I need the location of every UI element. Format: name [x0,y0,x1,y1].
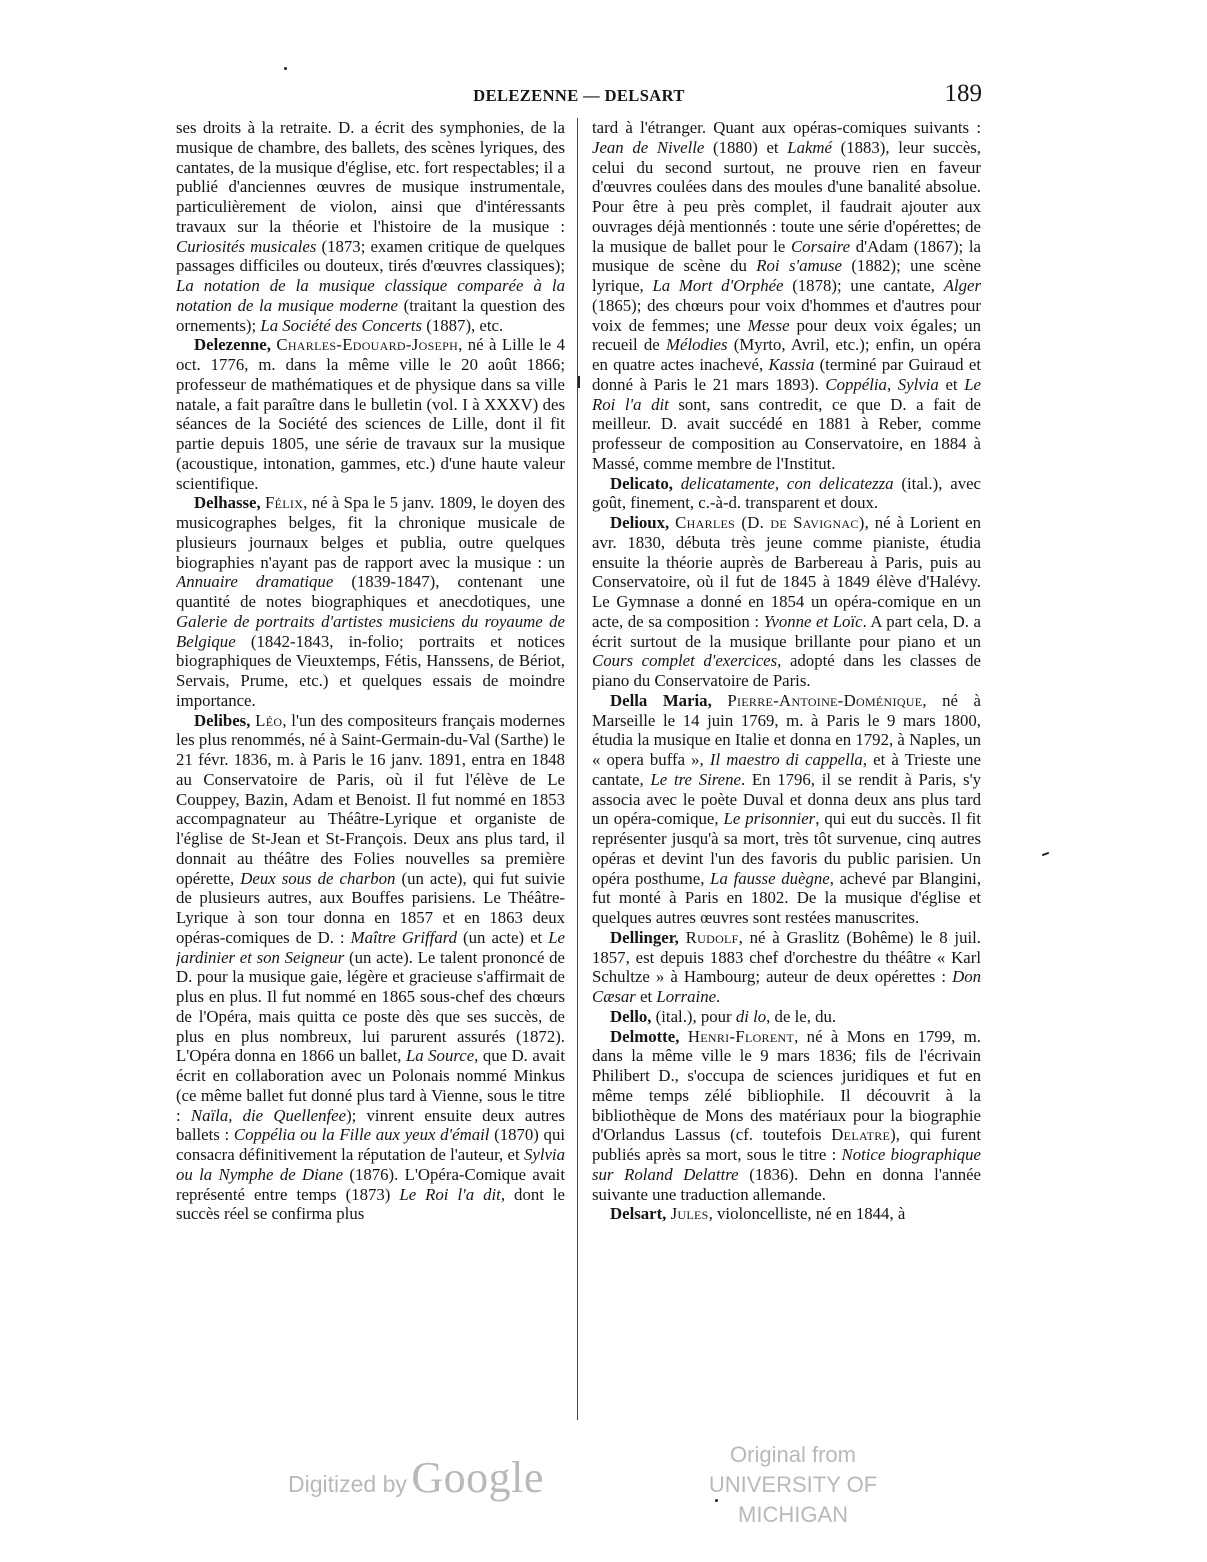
entry-headword: Della Maria, [610,690,712,710]
entry-della-maria: Della Maria, Pierre-Antoine-Doménique, né à Marseille le 14 juin 1769, m. à Paris le 9 mars 1800, étudia la musique en Italie et donna en 1792, à Naples, un « opera buffa », Il maestro di cappella, et à Trieste une cantate, Le tre Sirene. En 1796, il se rendit à Paris, s'y associa avec le poète Duval et donna deux ans plus tard un opéra-comique, Le prisonnier, qui eut du succès. Il fit représenter jusqu'à sa mort, très tôt survenue, cinq autres opéras et devint l'un des favoris du public parisien. Un opéra posthume, La fausse duègne, achevé par Blangini, fut monté à Paris en 1802. De la musique d'église et quelques autres œuvres sont restées manuscrites. [592,690,981,927]
continuation-paragraph: tard à l'étranger. Quant aux opéras-comiques suivants : Jean de Nivelle (1880) et Lakmé (1883), leur succès, celui du second surtout, ne prouve rien en faveur d'œuvres coulées dans des moules d'une banalité absolue. Pour être à peu près complet, il faudrait ajouter aux ouvrages déjà mentionnés : toute une série d'opérettes; de la musique de ballet pour le Corsaire d'Adam (1867); la musique de scène du Roi s'amuse (1882); une scène lyrique, La Mort d'Orphée (1878); une cantate, Alger (1865); des chœurs pour voix d'hommes et d'autres pour voix de femmes; une Messe pour deux voix égales; un recueil de Mélodies (Myrto, Avril, etc.); enfin, un opéra en quatre actes inachevé, Kassia (terminé par Guiraud et donné à Paris le 21 mars 1893). Coppélia, Sylvia et Le Roi l'a dit sont, sans contredit, ce que D. a fait de meilleur. D. avait succédé en 1881 à Reber, comme professeur de composition au Conservatoire, en 1884 à Massé, comme membre de l'Institut. [592,118,981,473]
entry-delicato: Delicato, delicatamente, con delicatezza (ital.), avec goût, finement, c.-à-d. transparent et doux. [592,473,981,513]
entry-headword: Dello, [610,1006,652,1026]
right-column [592,118,981,1423]
continuation-paragraph: ses droits à la retraite. D. a écrit des symphonies, de la musique de chambre, des ballets, des scènes lyriques, des cantates, de la musique d'église, etc. fort respectables; il a publié d'anciennes œuvres de musique instrumentale, particulièrement de violon, ainsi que d'intéressants travaux sur la théorie et l'histoire de la musique : Curiosités musicales (1873; examen critique de quelques passages difficiles ou douteux, tirés d'œuvres classiques); La notation de la musique classique comparée à la notation de la musique moderne (traitant la question des ornements); La Société des Concerts (1887), etc. [176,118,565,335]
google-watermark [288,1452,544,1503]
entry-delibes: Delibes, Léo, l'un des compositeurs français modernes les plus renommés, né à Saint-Germain-du-Val (Sarthe) le 21 févr. 1836, m. à Paris le 16 janv. 1891, entra en 1848 au Conservatoire de Paris, où il fut l'élève de Le Couppey, Bazin, Adam et Benoist. Il fut nommé en 1853 accompagnateur au Théâtre-Lyrique et organiste de l'église de St-Jean et St-François. Deux ans plus tard, il donnait au théâtre des Folies nouvelles sa première opérette, Deux sous de charbon (un acte), qui fut suivie de plusieurs autres, aux Bouffes parisiens. Le Théâtre-Lyrique à son tour donna en 1857 et en 1863 deux opéras-comiques de D. : Maître Griffard (un acte) et Le jardinier et son Seigneur (un acte). Le talent prononcé de D. pour la musique gaie, légère et gracieuse s'affirmait de plus en plus. Il fut nommé en 1865 sous-chef des chœurs de l'Opéra, mais quitta ce poste dès que ses succès, de plus en plus nombreux, lui parurent assurés (1872). L'Opéra donna en 1866 un ballet, La Source, que D. avait écrit en collaboration avec un Polonais nommé Minkus (ce même ballet fut donné plus tard à Vienne, sous le titre : Naïla, die Quellenfee); vinrent ensuite deux autres ballets : Coppélia ou la Fille aux yeux d'émail (1870) qui consacra définitivement la réputation de l'auteur, et Sylvia ou la Nymphe de Diane (1876). L'Opéra-Comique avait représenté entre temps (1873) Le Roi l'a dit, dont le succès réel se confirma plus [176,710,565,1224]
google-logo: Google [411,1453,544,1502]
entry-headword: Delioux, [610,513,670,532]
digitized-by-label: Digitized by [288,1471,407,1497]
entry-dellinger: Dellinger, Rudolf, né à Graslitz (Bohême) le 8 juil. 1857, est depuis 1883 chef d'orchestre du théâtre « Karl Schultze » à Hambourg; auteur de deux opérettes : Don Cæsar et Lorraine. [592,927,981,1006]
entry-headword: Dellinger, [610,927,679,947]
ink-speck [284,67,287,70]
entry-delmotte: Delmotte, Henri-Florent, né à Mons en 1799, m. dans la même ville le 9 mars 1836; fils de l'écrivain Philibert D., s'occupa de sciences juridiques et fut en même temps zélé bibliophile. Il découvrit à la bibliothèque de Mons des matériaux pour la biographie d'Orlandus Lassus (cf. toutefois Delatre), qui furent publiés après sa mort, sous le titre : Notice biographique sur Roland Delattre (1836). Dehn en donna l'année suivante une traduction allemande. [592,1026,981,1204]
entry-headword: Delsart, [610,1204,667,1224]
entry-dello: Dello, (ital.), pour di lo, de le, du. [610,1006,837,1026]
digitization-footer [0,1438,1207,1527]
entry-delioux: Delioux, Charles (D. de Savignac), né à Lorient en avr. 1830, débuta très jeune comme pianiste, étudia ensuite la théorie auprès de Barbereau à Paris, puis au Conservatoire, où il fut de 1845 à 1849 élève d'Halévy. Le Gymnase a donné en 1854 un opéra-comique en un acte, de sa composition : Yvonne et Loïc. A part cela, D. a écrit surtout de la musique brillante pour piano et un Cours complet d'exercices, adopté dans les classes de piano du Conservatoire de Paris. [592,513,981,690]
column-divider [577,118,578,1420]
entry-delsart: Delsart, Jules, violoncelliste, né en 1844, à [610,1204,906,1224]
entry-headword: Delicato, [610,473,673,493]
entry-headword: Delmotte, [610,1026,680,1046]
entry-delezenne: Delezenne, Charles-Edouard-Joseph, né à Lille le 4 oct. 1776, m. dans la même ville le 20 août 1866; professeur de mathématiques et de physique dans sa ville natale, a fait paraître dans le bulletin (vol. I à XXXV) des séances de la Société des sciences de Lille, dont il fit partie depuis 1805, une série de travaux sur la musique (acoustique, intonation, gammes, etc.) d'une haute valeur scientifique. [176,335,565,493]
entry-headword: Delezenne, [194,335,271,355]
ink-speck [1042,852,1049,856]
entry-delhasse: Delhasse, Félix, né à Spa le 5 janv. 1809, le doyen des musicographes belges, fit la chronique musicale de plusieurs journaux belges et publia, outre quelques biographies n'ayant pas de rapport avec la musique : un Annuaire dramatique (1839-1847), contenant une quantité de notes biographiques et anecdotiques, une Galerie de portraits d'artistes musiciens du royaume de Belgique (1842-1843, in-folio; portraits et notices biographiques de Vieuxtemps, Fétis, Hanssens, de Bériot, Servais, Prume, etc.) et quelques essais de moindre importance. [176,493,565,710]
original-from-label: Original from [730,1442,856,1467]
left-column [176,118,565,1423]
ink-speck [578,376,580,388]
entry-headword: Delibes, [194,710,251,730]
institution-label: UNIVERSITY OF MICHIGAN [708,1472,878,1527]
ink-speck [715,1499,718,1502]
source-watermark [668,1440,918,1530]
page-number: 189 [944,80,982,107]
page-header [176,80,982,112]
entry-headword: Delhasse, [194,493,261,513]
running-title: DELEZENNE — DELSART [473,86,685,105]
